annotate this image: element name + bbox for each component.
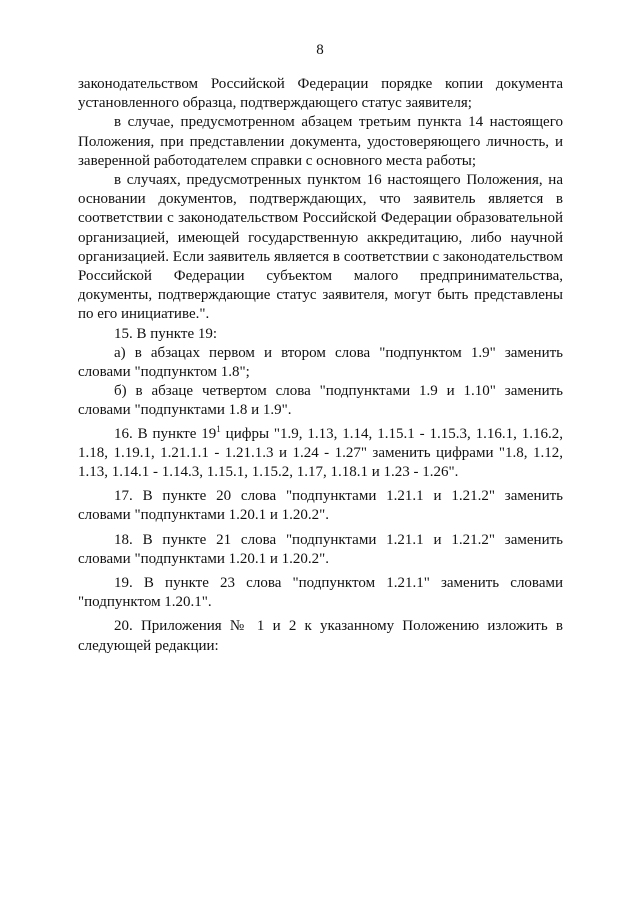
item-18: 18. В пункте 21 слова "подпунктами 1.21.1 и 1.21.2" заменить словами "подпунктами 1.20.1 и 1.20.2". xyxy=(78,531,563,567)
item-19: 19. В пункте 23 слова "подпунктом 1.21.1" заменить словами "подпунктом 1.20.1". xyxy=(78,575,563,611)
item-17: 17. В пункте 20 слова "подпунктами 1.21.1 и 1.21.2" заменить словами "подпунктами 1.20.1 и 1.20.2". xyxy=(78,488,563,524)
page-number: 8 xyxy=(316,42,324,58)
paragraph-case-clause-14: в случае, предусмотренном абзацем третьим пункта 14 настоящего Положения, при представлении документа, удостоверяющего личность, и заверенной работодателем справки с основного места работы; xyxy=(78,114,563,169)
paragraph-continuation: законодательством Российской Федерации порядке копии документа установленного образца, подтверждающего статус заявителя; xyxy=(78,76,563,112)
document-body xyxy=(78,75,563,656)
item-20: 20. Приложения № 1 и 2 к указанному Положению изложить в следующей редакции: xyxy=(78,618,563,654)
item-16-superscript: 1 xyxy=(216,423,221,434)
item-15-subitem-b: б) в абзаце четвертом слова "подпунктами 1.9 и 1.10" заменить словами "подпунктами 1.8 и 1.9". xyxy=(78,383,563,419)
paragraph-case-clause-16: в случаях, предусмотренных пунктом 16 настоящего Положения, на основании документов, подтверждающих, что заявитель является в соответствии с законодательством Российской Федерации образовательной организацией, имеющей государственную аккредитацию, либо научной организацией. Если заявитель является в соответствии с законодательством Российской Федерации субъектом малого предпринимательства, документы, подтверждающие статус заявителя, могут быть представлены по его инициативе.". xyxy=(78,172,563,323)
item-15-heading: 15. В пункте 19: xyxy=(114,325,218,342)
item-16-text-end: цифры "1.9, 1.13, 1.14, 1.15.1 - 1.15.3, 1.16.1, 1.16.2, 1.18, 1.19.1, 1.21.1.1 - 1.21.1.3 и 1.24 - 1.27" заменить цифрами "1.8, 1.12, 1.13, 1.14.1 - 1.14.3, 1.15.1, 1.15.2, 1.17, 1.18.1 и 1.23 - 1.26". xyxy=(78,425,563,481)
item-16 xyxy=(78,425,563,483)
item-15-subitem-a: а) в абзацах первом и втором слова "подпунктом 1.9" заменить словами "подпунктом 1.8"; xyxy=(78,344,563,381)
item-16-text-start: 16. В пункте 19 xyxy=(114,425,217,442)
